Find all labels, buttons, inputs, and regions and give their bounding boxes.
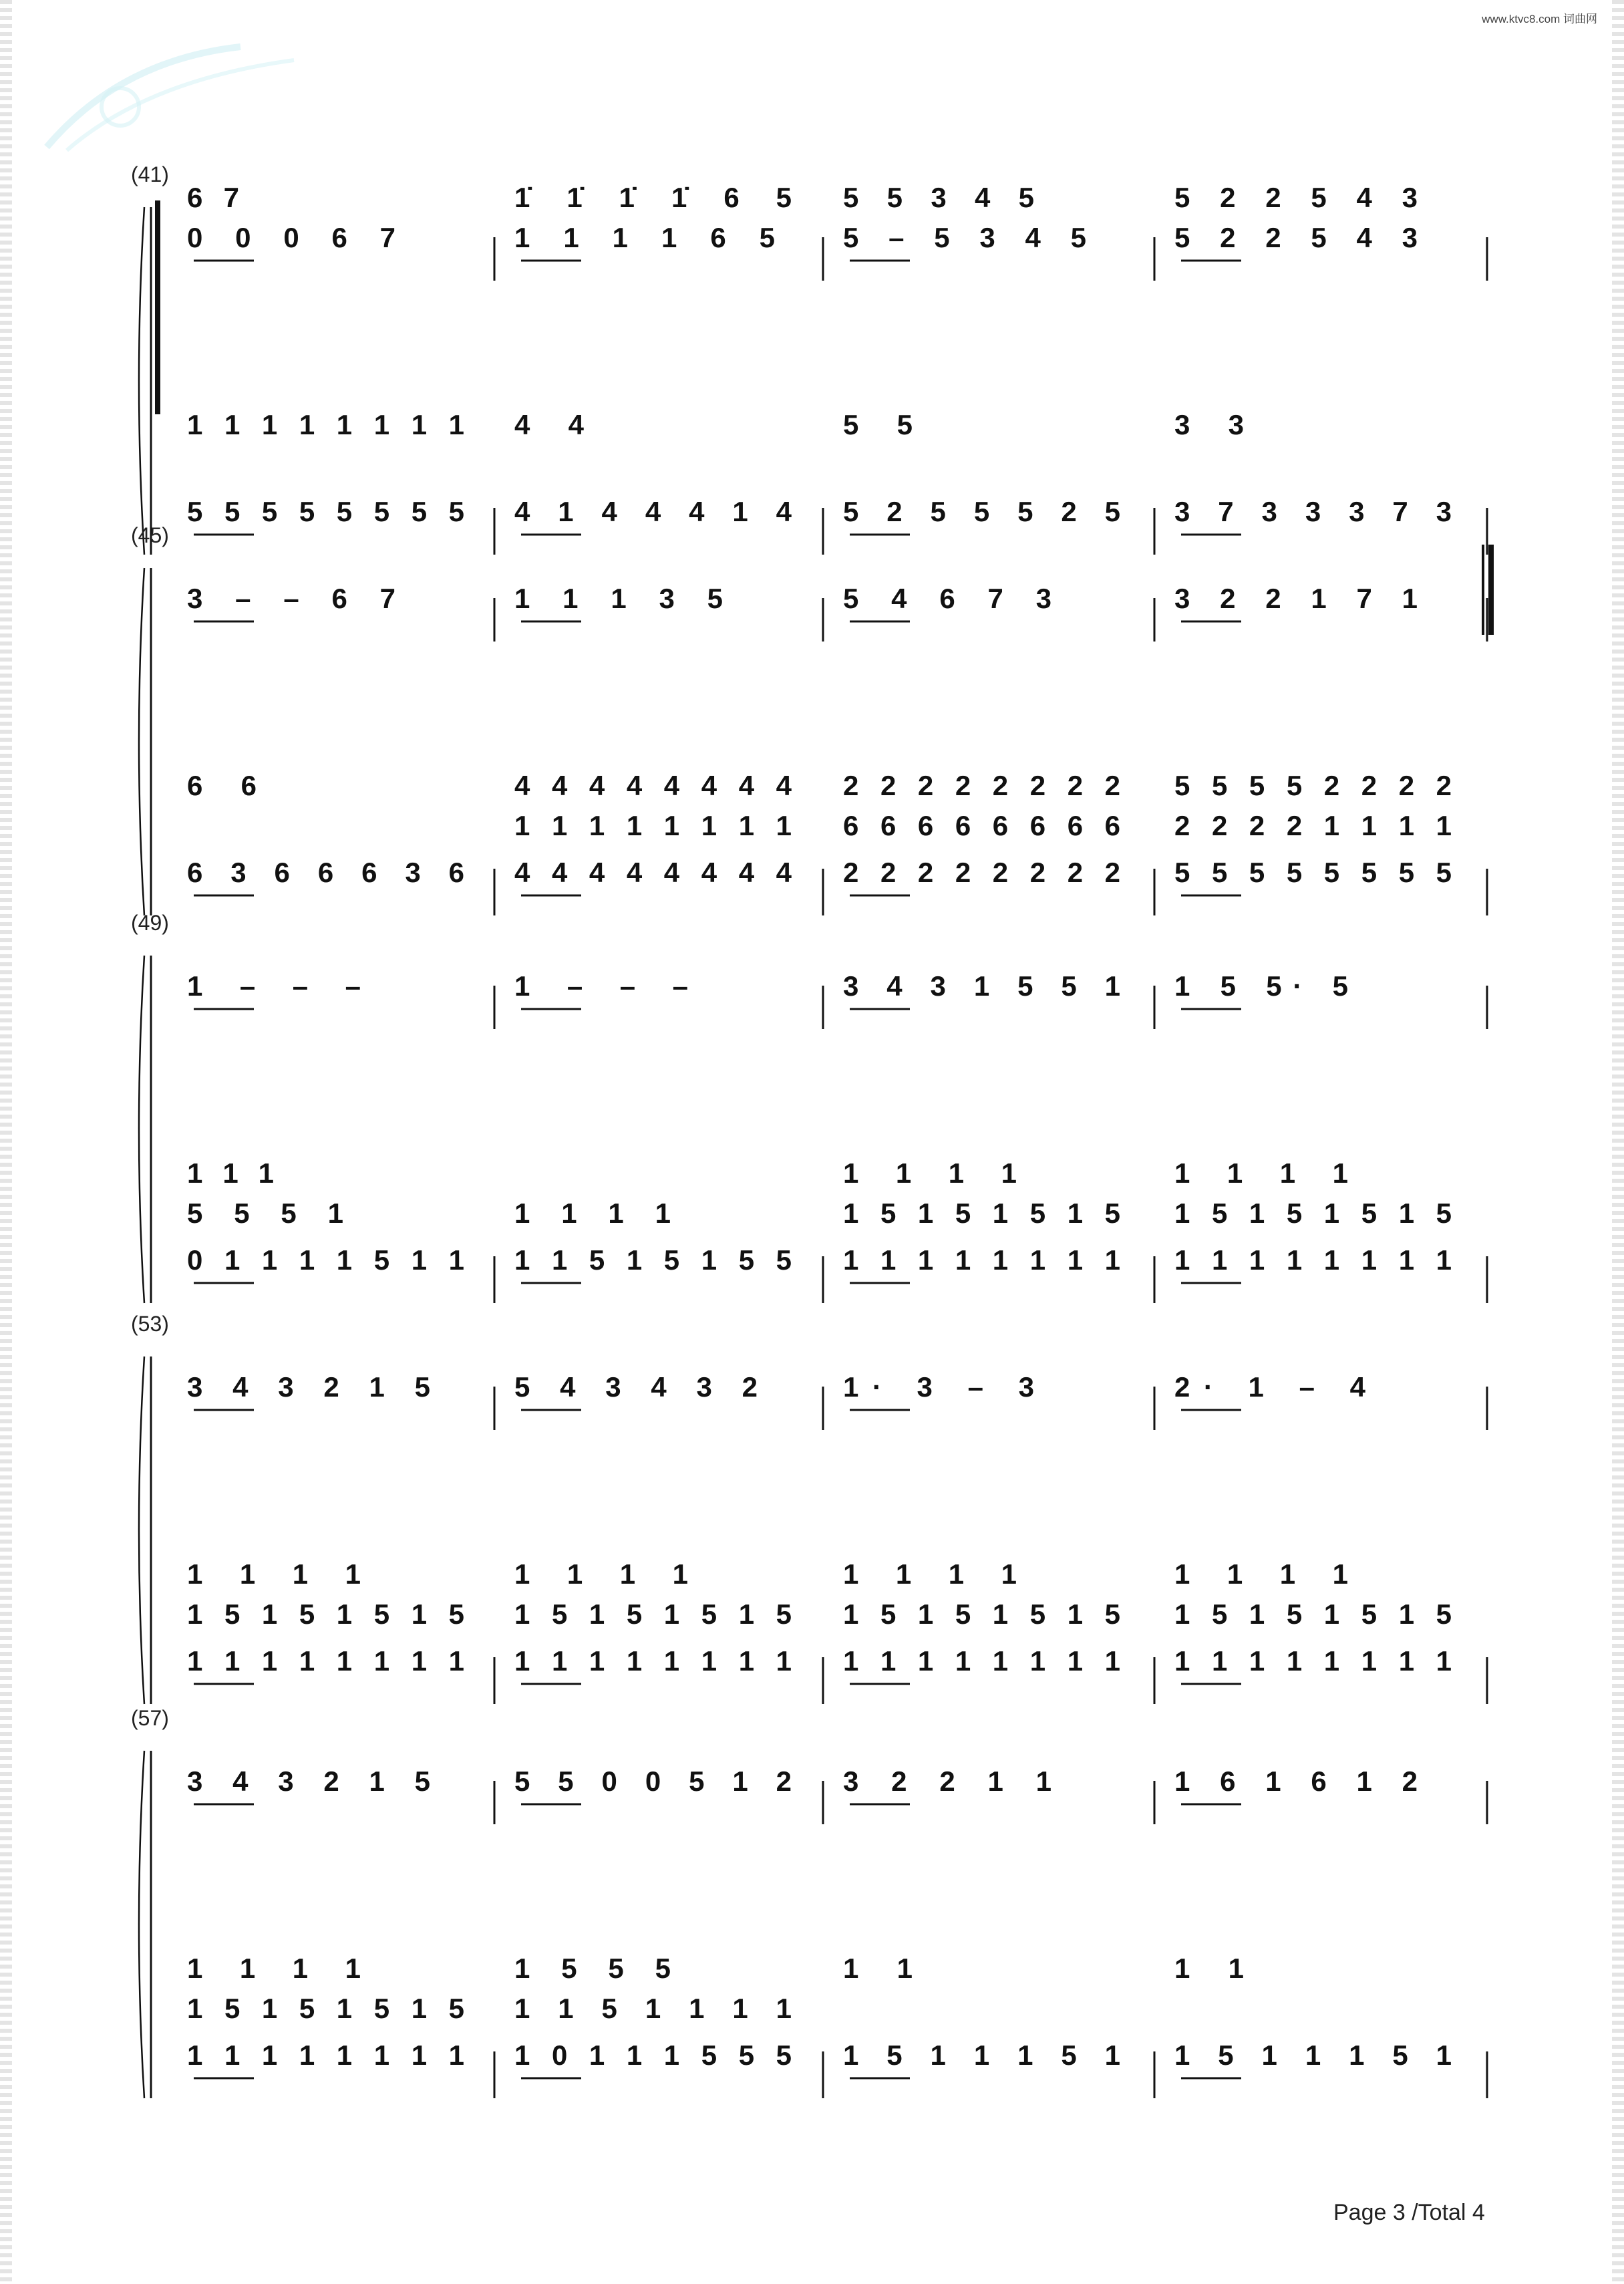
bass-upper-notes: 1 1 1 1 [187,1953,361,1984]
bass-upper-notes: 5 5 [843,409,913,440]
treble-notes: 1 6 1 6 1 2 [1174,1765,1418,1797]
bass-middle-notes: 5 5 5 1 [187,1197,343,1229]
treble-notes: 5 5 0 0 5 1 2 [514,1765,792,1797]
treble-notes: 5 4 6 7 3 [843,583,1051,614]
bass-middle-notes: 1 1 1 1 1 1 1 1 [514,810,792,841]
bass-notes: 5 5 5 5 5 5 5 5 [187,496,464,527]
page-number: Page 3 /Total 4 [1333,2200,1485,2225]
system-brace [139,1357,144,1704]
treble-upper-notes: 6 7 [187,182,239,213]
treble-notes: 1 – – – [187,970,361,1002]
bass-upper-notes: 3 3 [1174,409,1244,440]
bass-notes: 1 1 1 1 1 1 1 1 [187,2039,464,2071]
bass-notes: 3 7 3 3 3 7 3 [1174,496,1452,527]
treble-notes: 5 – 5 3 4 5 [843,222,1086,253]
bass-notes: 1 1 1 1 1 1 1 1 [843,1645,1120,1677]
bass-upper-notes: 1 1 1 [187,1157,274,1189]
treble-upper-notes: 5 2 2 5 4 3 [1174,182,1418,213]
system-brace [139,568,144,915]
bass-upper-notes: 1 1 1 1 [1174,1558,1348,1590]
bass-notes: 1 1 1 1 1 1 1 1 [843,1244,1120,1276]
bass-middle-notes: 1 5 1 5 1 5 1 5 [1174,1197,1452,1229]
bass-notes: 1 1 1 1 1 1 1 1 [514,1645,792,1677]
bass-upper-notes: 6 6 [187,770,257,801]
treble-notes: 1· 3 – 3 [843,1371,1034,1403]
bass-notes: 0 1 1 1 1 5 1 1 [187,1244,464,1276]
bass-notes: 1 5 1 1 1 5 1 [1174,2039,1452,2071]
bass-upper-notes: 1 1 1 1 [514,1558,688,1590]
treble-notes: 3 2 2 1 1 [843,1765,1051,1797]
bass-notes: 1 1 1 1 1 1 1 1 [1174,1244,1452,1276]
bass-notes: 5 2 5 5 5 2 5 [843,496,1120,527]
treble-notes: 3 4 3 2 1 5 [187,1765,430,1797]
site-watermark-text: www.ktvc8.com 词曲网 [1482,13,1597,25]
bass-notes: 1 1 1 1 1 1 1 1 [187,1645,464,1677]
treble-upper-notes: 5 5 3 4 5 [843,182,1034,213]
treble-notes: 1 1 1 3 5 [514,583,723,614]
bass-notes: 4 1 4 4 4 1 4 [514,496,792,527]
bass-middle-notes: 2 2 2 2 1 1 1 1 [1174,810,1452,841]
bass-notes: 6 3 6 6 6 3 6 [187,857,464,888]
treble-notes: 3 – – 6 7 [187,583,395,614]
bass-upper-notes: 1 5 5 5 [514,1953,671,1984]
treble-notes: 3 4 3 1 5 5 1 [843,970,1120,1002]
bass-middle-notes: 1 1 5 1 1 1 1 [514,1993,792,2024]
bass-middle-notes: 1 1 1 1 [514,1197,671,1229]
bass-middle-notes: 1 5 1 5 1 5 1 5 [514,1598,792,1630]
system-brace [139,207,144,555]
bass-upper-notes: 4 4 [514,409,584,440]
bass-upper-notes: 1 1 1 1 [843,1558,1017,1590]
treble-notes: 3 2 2 1 7 1 [1174,583,1418,614]
treble-notes: 1 – – – [514,970,688,1002]
treble-notes: 1 5 5· 5 [1174,970,1348,1002]
treble-notes: 0 0 0 6 7 [187,222,395,253]
bass-upper-notes: 1 1 [1174,1953,1244,1984]
treble-notes: 5 4 3 4 3 2 [514,1371,758,1403]
bass-upper-notes: 1 1 1 1 [187,1558,361,1590]
bass-upper-notes: 4 4 4 4 4 4 4 4 [514,770,792,801]
treble-notes: 2· 1 – 4 [1174,1371,1365,1403]
treble-notes: 5 2 2 5 4 3 [1174,222,1418,253]
bass-upper-notes: 1 1 1 1 1 1 1 1 [187,409,464,440]
bass-middle-notes: 1 5 1 5 1 5 1 5 [843,1598,1120,1630]
bass-notes: 1 1 1 1 1 1 1 1 [1174,1645,1452,1677]
treble-upper-notes: 1̇ 1̇ 1̇ 1̇ 6 5 [514,182,792,213]
bass-notes: 4 4 4 4 4 4 4 4 [514,857,792,888]
bass-notes: 1 0 1 1 1 5 5 5 [514,2039,792,2071]
bass-upper-notes: 5 5 5 5 2 2 2 2 [1174,770,1452,801]
system-brace [139,956,144,1303]
measure-number: (57) [131,1706,169,1730]
system-brace [139,1751,144,2098]
bass-upper-notes: 1 1 [843,1953,913,1984]
bass-notes: 1 1 5 1 5 1 5 5 [514,1244,792,1276]
bass-notes: 5 5 5 5 5 5 5 5 [1174,857,1452,888]
measure-number: (49) [131,911,169,935]
bass-middle-notes: 1 5 1 5 1 5 1 5 [187,1993,464,2024]
measure-number: (41) [131,162,169,186]
bass-middle-notes: 6 6 6 6 6 6 6 6 [843,810,1120,841]
treble-notes: 1 1 1 1 6 5 [514,222,775,253]
bass-middle-notes: 1 5 1 5 1 5 1 5 [843,1197,1120,1229]
treble-notes: 3 4 3 2 1 5 [187,1371,430,1403]
bass-upper-notes: 1 1 1 1 [1174,1157,1348,1189]
measure-number: (45) [131,523,169,547]
bass-notes: 2 2 2 2 2 2 2 2 [843,857,1120,888]
bass-notes: 1 5 1 1 1 5 1 [843,2039,1120,2071]
measure-number: (53) [131,1312,169,1336]
bass-middle-notes: 1 5 1 5 1 5 1 5 [1174,1598,1452,1630]
bass-upper-notes: 2 2 2 2 2 2 2 2 [843,770,1120,801]
bass-upper-notes: 1 1 1 1 [843,1157,1017,1189]
bass-middle-notes: 1 5 1 5 1 5 1 5 [187,1598,464,1630]
